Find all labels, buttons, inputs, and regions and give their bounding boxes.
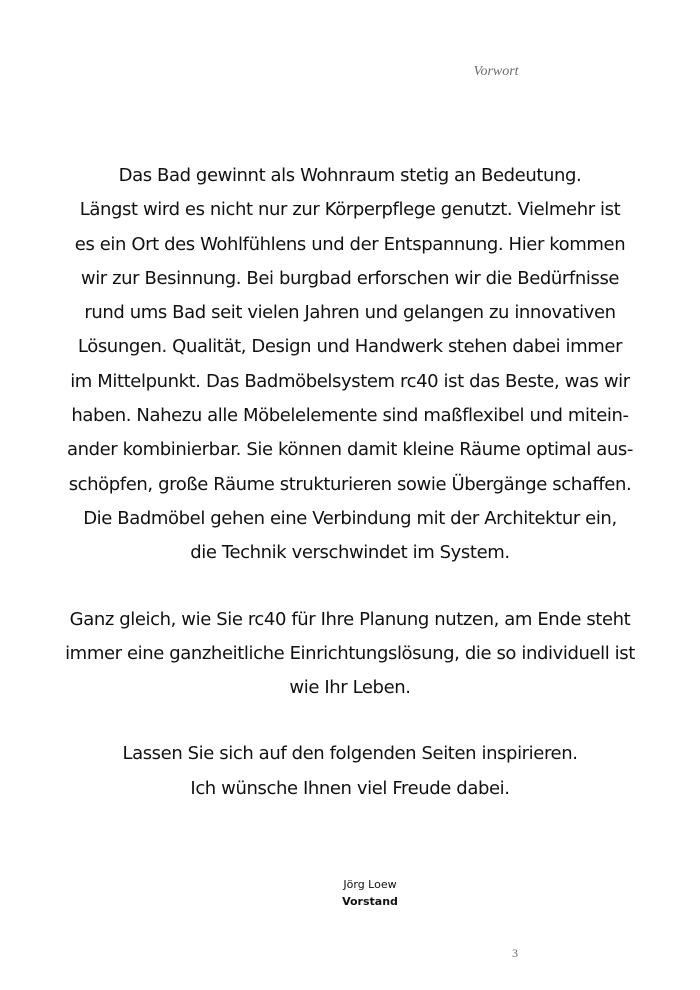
text-line: Die Badmöbel gehen eine Verbindung mit der Architektur ein, (83, 507, 617, 529)
paragraph-1 (40, 159, 660, 571)
text-line: die Technik verschwindet im System. (190, 542, 510, 564)
text-line: Das Bad gewinnt als Wohnraum stetig an Bedeutung. (118, 165, 582, 186)
paragraph-3 (40, 737, 660, 806)
text-line: Lassen Sie sich auf den folgenden Seiten inspirieren. (122, 743, 578, 765)
text-line: es ein Ort des Wohlfühlens und der Entspannung. Hier kommen (74, 233, 626, 255)
text-line: wie Ihr Leben. (289, 677, 411, 699)
running-header: Vorwort (473, 64, 519, 79)
signature-block (270, 876, 470, 910)
signature-role: Vorstand (342, 895, 398, 908)
signature-name: Jörg Loew (343, 878, 397, 891)
text-line: Längst wird es nicht nur zur Körperpflege genutzt. Vielmehr ist (79, 199, 621, 221)
text-line: Ganz gleich, wie Sie rc40 für Ihre Planung nutzen, am Ende steht (69, 608, 631, 630)
paragraph-spacer (40, 705, 660, 737)
text-line: rund ums Bad seit vielen Jahren und gelangen zu innovativen (84, 302, 616, 324)
text-line: Lösungen. Qualität, Design und Handwerk stehen dabei immer (77, 336, 623, 358)
text-line: wir zur Besinnung. Bei burgbad erforschen wir die Bedürfnisse (80, 267, 620, 289)
text-line: schöpfen, große Räume strukturieren sowie Übergänge schaffen. (68, 473, 632, 495)
text-line: ander kombinierbar. Sie können damit kleine Räume optimal aus- (66, 439, 634, 461)
page-number: 3 (512, 946, 518, 960)
foreword-body (40, 159, 660, 806)
text-line: immer eine ganzheitliche Einrichtungslösung, die so individuell ist (65, 642, 635, 664)
paragraph-spacer (40, 571, 660, 603)
text-line: haben. Nahezu alle Möbelelemente sind maßflexibel und mitein- (71, 405, 629, 427)
paragraph-2 (40, 603, 660, 706)
text-line: Ich wünsche Ihnen viel Freude dabei. (190, 777, 510, 799)
text-line: im Mittelpunkt. Das Badmöbelsystem rc40 ist das Beste, was wir (70, 370, 630, 392)
